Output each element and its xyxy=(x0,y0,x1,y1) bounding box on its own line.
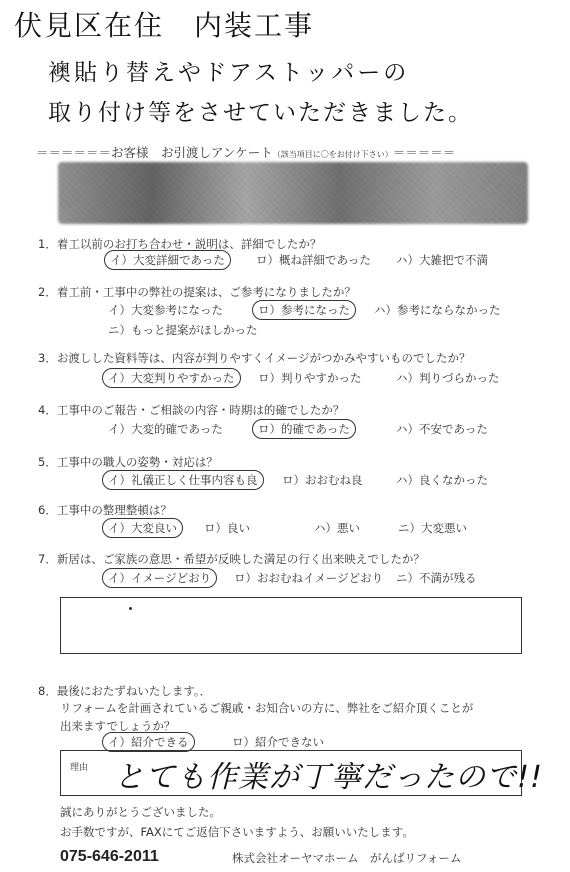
q5-option-3[interactable]: ハ）良くなかった xyxy=(396,473,488,487)
question-7: 7．新居は、ご家族の意思・希望が反映した満足の行く出来映えでしたか？ xyxy=(38,552,425,566)
q6-option-2[interactable]: ロ）良い xyxy=(204,521,250,535)
question-8: 8．最後におたずねいたします。． xyxy=(38,684,212,698)
question-8-line2: リフォームを計画されているご親戚・お知合いの方に、弊社をご紹介頂くことが xyxy=(60,701,474,715)
thanks-text: 誠にありがとうございました。 xyxy=(60,805,221,819)
survey-title-tail: ＝＝＝＝＝ xyxy=(392,145,456,160)
header-title: 伏見区在住 内装工事 xyxy=(14,9,315,42)
q6-option-3[interactable]: ハ）悪い xyxy=(314,521,360,535)
q2-option-1[interactable]: イ）大変参考になった xyxy=(108,303,223,317)
header-subtitle-line2: 取り付け等をさせていただきました。 xyxy=(48,100,473,126)
q7-comment-box[interactable] xyxy=(60,597,522,654)
header-subtitle-line1: 襖貼り替えやドアストッパーの xyxy=(48,60,410,86)
q6-option-1-selected[interactable]: イ）大変良い xyxy=(102,518,183,538)
fax-request-text: お手数ですが、FAXにてご返信下さいますよう、お願いいたします。 xyxy=(60,825,414,839)
q5-option-1-selected[interactable]: イ）礼儀正しく仕事内容も良 xyxy=(102,470,264,490)
survey-title-note: （該当項目に〇をお付け下さい） xyxy=(272,150,393,159)
question-8-line3: 出来ますでしょうか？ xyxy=(60,719,176,733)
survey-title xyxy=(36,143,455,161)
q4-option-3[interactable]: ハ）不安であった xyxy=(396,422,488,436)
q1-option-3[interactable]: ハ）大雑把で不満 xyxy=(396,253,488,267)
reason-handwritten-text: とても作業が丁寧だったので!! xyxy=(114,760,544,795)
q7-option-1-selected[interactable]: イ）イメージどおり xyxy=(102,568,217,588)
q3-option-2[interactable]: ロ）判りやすかった xyxy=(258,371,362,385)
q8-option-2[interactable]: ロ）紹介できない xyxy=(232,735,324,749)
q7-option-3[interactable]: ニ）不満が残る xyxy=(396,571,477,585)
q5-option-2[interactable]: ロ）おおむね良 xyxy=(282,473,363,487)
comment-dot xyxy=(129,607,132,610)
q2-option-4[interactable]: ニ）もっと提案がほしかった xyxy=(108,323,258,337)
q4-option-2-selected[interactable]: ロ）的確であった xyxy=(252,419,356,439)
q1-option-1-selected[interactable]: イ）大変詳細であった xyxy=(104,250,231,270)
company-name: 株式会社オーヤマホーム がんばリフォーム xyxy=(232,851,462,865)
question-4: 4．工事中のご報告・ご相談の内容・時期は的確でしたか？ xyxy=(38,403,345,417)
q6-option-4[interactable]: ニ）大変悪い xyxy=(398,521,467,535)
phone-number: 075-646-2011 xyxy=(60,848,159,865)
q8-option-1-selected[interactable]: イ）紹介できる xyxy=(102,732,195,752)
redacted-customer-info xyxy=(58,162,528,224)
question-6: 6．工事中の整理整頓は？ xyxy=(38,503,172,517)
q4-option-1[interactable]: イ）大変的確であった xyxy=(108,422,223,436)
question-3: 3．お渡しした資料等は、内容が判りやすくイメージがつかみやすいものでしたか？ xyxy=(38,351,471,365)
question-5: 5．工事中の職人の姿勢・対応は？ xyxy=(38,455,218,469)
survey-title-text: ＝＝＝＝＝＝お客様 お引渡しアンケート xyxy=(36,145,273,160)
q7-option-2[interactable]: ロ）おおむねイメージどおり xyxy=(234,571,384,585)
q2-option-3[interactable]: ハ）参考にならなかった xyxy=(374,303,501,317)
question-1: 1．着工以前のお打ち合わせ・説明は、詳細でしたか？ xyxy=(38,237,322,251)
q3-option-3[interactable]: ハ）判りづらかった xyxy=(396,371,500,385)
q2-option-2-selected[interactable]: ロ）参考になった xyxy=(252,300,356,320)
reason-label: 理由 xyxy=(70,763,89,773)
q3-option-1-selected[interactable]: イ）大変判りやすかった xyxy=(102,368,241,388)
q1-option-2[interactable]: ロ）概ね詳細であった xyxy=(256,253,371,267)
question-2: 2．着工前・工事中の弊社の提案は、ご参考になりましたか？ xyxy=(38,285,356,299)
